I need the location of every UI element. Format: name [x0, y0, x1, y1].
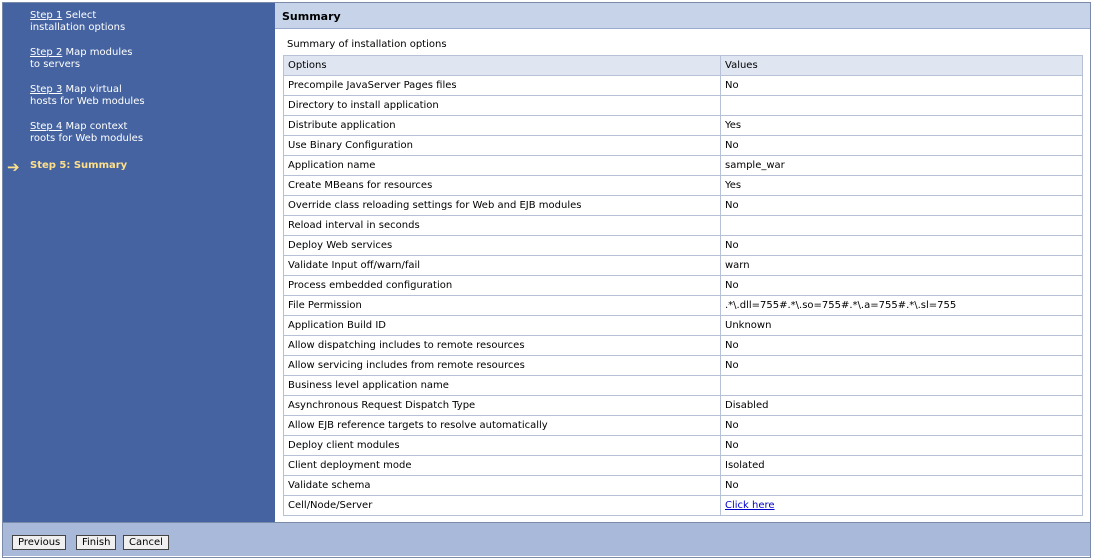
option-name-cell: Application Build ID: [284, 316, 721, 336]
step-3-text1: Map virtual: [65, 84, 122, 95]
option-name-cell: Application name: [284, 156, 721, 176]
step-4-link[interactable]: Step 4: [30, 121, 63, 132]
option-name-cell: Allow EJB reference targets to resolve automatically: [284, 416, 721, 436]
step-4-text1: Map context: [65, 121, 128, 132]
option-value-cell: No: [721, 476, 1083, 496]
wizard-sidebar: [3, 3, 275, 522]
page-title: Summary: [282, 10, 341, 23]
table-row: [284, 176, 1083, 196]
table-row: [284, 96, 1083, 116]
step-2-text1: Map modules: [65, 47, 133, 58]
table-row: [284, 136, 1083, 156]
previous-button[interactable]: Previous: [12, 535, 66, 550]
table-row: [284, 336, 1083, 356]
click-here-link[interactable]: Click here: [725, 500, 775, 511]
step-1-link[interactable]: Step 1: [30, 10, 63, 21]
option-value-cell: No: [721, 276, 1083, 296]
option-value-cell: Yes: [721, 116, 1083, 136]
option-value-cell: sample_war: [721, 156, 1083, 176]
option-name-cell: File Permission: [284, 296, 721, 316]
table-row: [284, 376, 1083, 396]
option-value-cell: No: [721, 196, 1083, 216]
table-row: [284, 116, 1083, 136]
step-4-text2: roots for Web modules: [30, 133, 144, 144]
step-1-text1: Select: [65, 10, 97, 21]
sidebar-step-5-current: Step 5: Summary: [30, 160, 128, 171]
options-column-header: Options: [284, 56, 721, 76]
option-name-cell: Reload interval in seconds: [284, 216, 721, 236]
option-value-cell: [721, 216, 1083, 236]
option-value-cell: No: [721, 336, 1083, 356]
sidebar-step-3: [30, 84, 145, 108]
table-row: [284, 276, 1083, 296]
option-value-cell: [721, 96, 1083, 116]
step-3-link[interactable]: Step 3: [30, 84, 63, 95]
table-row: [284, 196, 1083, 216]
step-2-link[interactable]: Step 2: [30, 47, 63, 58]
option-value-cell: Isolated: [721, 456, 1083, 476]
option-name-cell: Override class reloading settings for Web and EJB modules: [284, 196, 721, 216]
option-value-cell: No: [721, 236, 1083, 256]
option-value-cell: No: [721, 416, 1083, 436]
finish-button[interactable]: Finish: [76, 535, 116, 550]
table-row: [284, 416, 1083, 436]
option-value-cell: .*\.dll=755#.*\.so=755#.*\.a=755#.*\.sl=755: [721, 296, 1083, 316]
option-value-cell: [721, 376, 1083, 396]
option-name-cell: Deploy Web services: [284, 236, 721, 256]
table-row: [284, 76, 1083, 96]
option-name-cell: Business level application name: [284, 376, 721, 396]
option-name-cell: Process embedded configuration: [284, 276, 721, 296]
table-row: [284, 496, 1083, 516]
table-row: [284, 156, 1083, 176]
table-row: [284, 456, 1083, 476]
step-3-text2: hosts for Web modules: [30, 96, 145, 107]
values-column-header: Values: [721, 56, 1083, 76]
option-value-cell: No: [721, 436, 1083, 456]
option-name-cell: Precompile JavaServer Pages files: [284, 76, 721, 96]
table-row: [284, 396, 1083, 416]
table-header-row: [284, 56, 1083, 76]
sidebar-step-4: [30, 121, 143, 145]
table-row: [284, 356, 1083, 376]
summary-header: [275, 3, 1090, 29]
option-name-cell: Cell/Node/Server: [284, 496, 721, 516]
option-name-cell: Distribute application: [284, 116, 721, 136]
table-row: [284, 256, 1083, 276]
option-value-cell: No: [721, 76, 1083, 96]
option-name-cell: Use Binary Configuration: [284, 136, 721, 156]
option-value-cell: No: [721, 136, 1083, 156]
step-1-text2: installation options: [30, 22, 126, 33]
cancel-button[interactable]: Cancel: [123, 535, 169, 550]
summary-subtitle: Summary of installation options: [287, 39, 447, 50]
option-name-cell: Validate schema: [284, 476, 721, 496]
option-value-cell: No: [721, 356, 1083, 376]
button-bar: [3, 522, 1090, 556]
option-value-cell: [721, 496, 1083, 516]
sidebar-step-2: [30, 47, 132, 71]
table-row: [284, 236, 1083, 256]
table-row: [284, 476, 1083, 496]
option-name-cell: Create MBeans for resources: [284, 176, 721, 196]
step-2-text2: to servers: [30, 59, 81, 70]
current-step-arrow-icon: ➔: [7, 158, 20, 176]
option-value-cell: Disabled: [721, 396, 1083, 416]
option-value-cell: warn: [721, 256, 1083, 276]
option-name-cell: Allow servicing includes from remote resources: [284, 356, 721, 376]
option-name-cell: Asynchronous Request Dispatch Type: [284, 396, 721, 416]
option-name-cell: Allow dispatching includes to remote resources: [284, 336, 721, 356]
summary-table: [283, 55, 1083, 516]
option-name-cell: Client deployment mode: [284, 456, 721, 476]
option-name-cell: Directory to install application: [284, 96, 721, 116]
option-value-cell: Yes: [721, 176, 1083, 196]
sidebar-step-1: [30, 10, 125, 34]
option-name-cell: Deploy client modules: [284, 436, 721, 456]
summary-panel: [275, 3, 1090, 522]
option-name-cell: Validate Input off/warn/fail: [284, 256, 721, 276]
table-row: [284, 216, 1083, 236]
table-row: [284, 316, 1083, 336]
table-row: [284, 296, 1083, 316]
option-value-cell: Unknown: [721, 316, 1083, 336]
table-row: [284, 436, 1083, 456]
